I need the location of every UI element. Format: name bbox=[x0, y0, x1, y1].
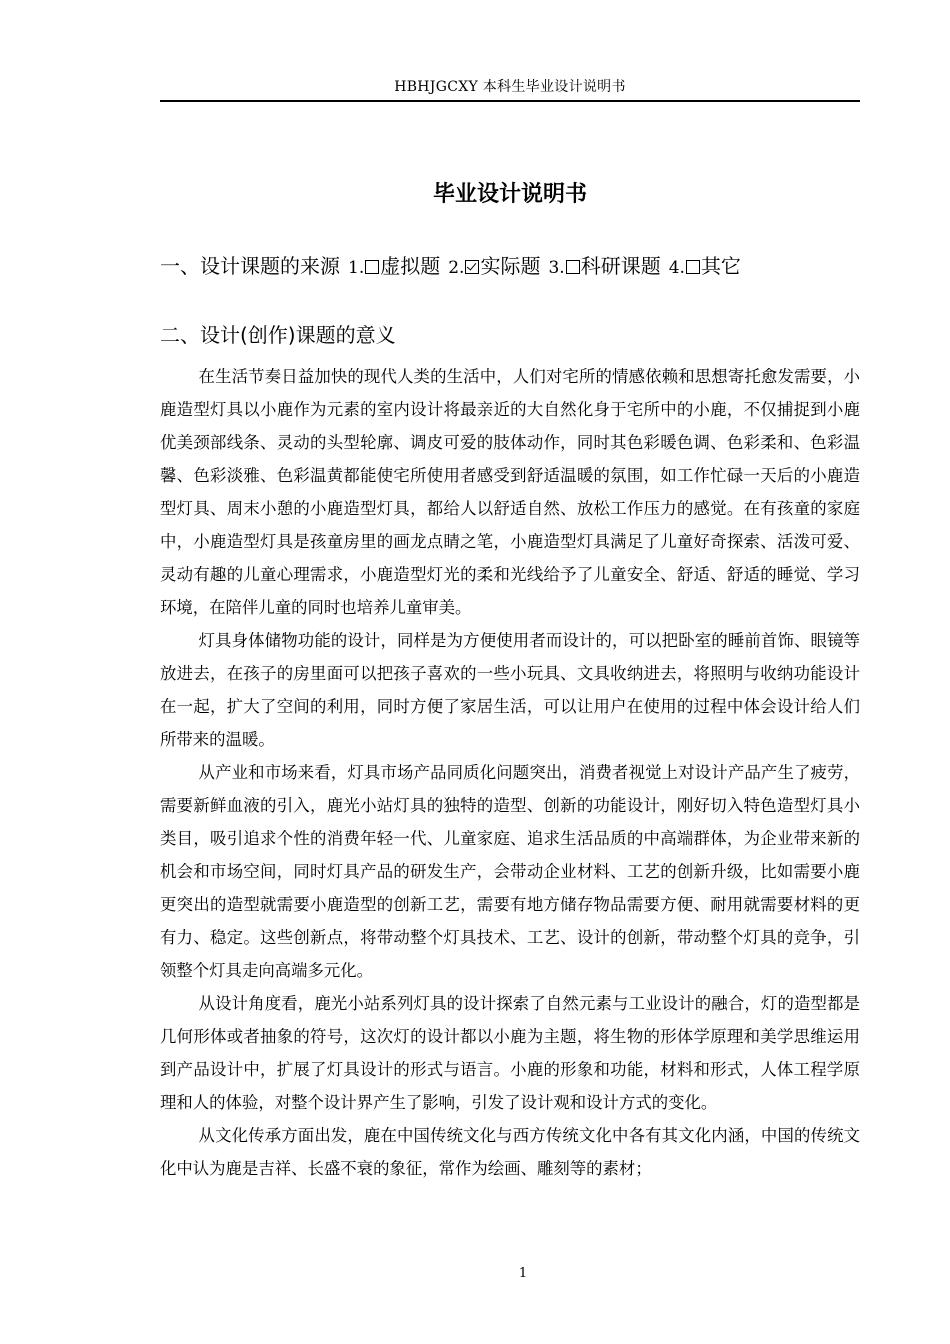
option-number: 2. bbox=[448, 258, 465, 278]
section-two-body bbox=[160, 360, 860, 1185]
option-actual bbox=[448, 254, 540, 278]
option-number: 4. bbox=[668, 258, 685, 278]
document-title: 毕业设计说明书 bbox=[432, 182, 587, 207]
section-one-source bbox=[160, 252, 880, 282]
option-number: 3. bbox=[548, 258, 565, 278]
header-rule bbox=[160, 100, 860, 102]
option-label: 实际题 bbox=[480, 254, 541, 278]
checkbox-actual-checked[interactable] bbox=[465, 260, 479, 274]
paragraph: 从文化传承方面出发，鹿在中国传统文化与西方传统文化中各有其文化内涵，中国的传统文化中认为鹿是吉祥、长盛不衰的象征，常作为绘画、雕刻等的素材； bbox=[160, 1126, 860, 1178]
section-one-heading: 一、设计课题的来源 bbox=[160, 254, 340, 278]
paragraph: 从设计角度看，鹿光小站系列灯具的设计探索了自然元素与工业设计的融合，灯的造型都是几何形体或者抽象的符号，这次灯的设计都以小鹿为主题，将生物的形体学原理和美学思维运用到产品设计中，扩展了灯具设计的形式与语言。小鹿的形象和功能，材料和形式，人体工程学原理和人的体验，对整个设计界产生了影响，引发了设计观和设计方式的变化。 bbox=[160, 994, 860, 1112]
checkbox-other[interactable] bbox=[686, 260, 700, 274]
option-label: 科研课题 bbox=[580, 254, 661, 278]
page-header: HBHJGCXY 本科生毕业设计说明书 bbox=[394, 79, 626, 95]
option-label: 其它 bbox=[700, 254, 741, 278]
option-label: 虚拟题 bbox=[380, 254, 441, 278]
paragraph: 灯具身体储物功能的设计，同样是为方便使用者而设计的，可以把卧室的睡前首饰、眼镜等放进去，在孩子的房里面可以把孩子喜欢的一些小玩具、文具收纳进去，将照明与收纳功能设计在一起，扩大了空间的利用，同时方便了家居生活，可以让用户在使用的过程中体会设计给人们所带来的温暖。 bbox=[160, 631, 860, 749]
paragraph: 从产业和市场来看，灯具市场产品同质化问题突出，消费者视觉上对设计产品产生了疲劳，需要新鲜血液的引入，鹿光小站灯具的独特的造型、创新的功能设计，刚好切入特色造型灯具小类目，吸引追求个性的消费年轻一代、儿童家庭、追求生活品质的中高端群体，为企业带来新的机会和市场空间，同时灯具产品的研发生产，会带动企业材料、工艺的创新升级，比如需要小鹿更突出的造型就需要小鹿造型的创新工艺，需要有地方储存物品需要方便、耐用就需要材料的更有力、稳定。这些创新点，将带动整个灯具技术、工艺、设计的创新，带动整个灯具的竞争，引领整个灯具走向高端多元化。 bbox=[160, 763, 860, 980]
page-number: 1 bbox=[518, 1266, 528, 1281]
option-research bbox=[548, 254, 660, 278]
checkbox-virtual[interactable] bbox=[365, 260, 379, 274]
option-other bbox=[669, 254, 741, 278]
option-virtual bbox=[348, 254, 440, 278]
option-number: 1. bbox=[348, 258, 365, 278]
checkbox-research[interactable] bbox=[566, 260, 580, 274]
section-two-heading: 二、设计(创作)课题的意义 bbox=[160, 323, 396, 347]
paragraph: 在生活节奏日益加快的现代人类的生活中，人们对宅所的情感依赖和思想寄托愈发需要，小鹿造型灯具以小鹿作为元素的室内设计将最亲近的大自然化身于宅所中的小鹿，不仅捕捉到小鹿优美颈部线条、灵动的头型轮廓、调皮可爱的肢体动作，同时其色彩暖色调、色彩柔和、色彩温馨、色彩淡雅、色彩温黄都能使宅所使用者感受到舒适温暖的氛围，如工作忙碌一天后的小鹿造型灯具、周末小憩的小鹿造型灯具，都给人以舒适自然、放松工作压力的感觉。在有孩童的家庭中，小鹿造型灯具是孩童房里的画龙点睛之笔，小鹿造型灯具满足了儿童好奇探索、活泼可爱、灵动有趣的儿童心理需求，小鹿造型灯光的柔和光线给予了儿童安全、舒适、舒适的睡觉、学习环境，在陪伴儿童的同时也培养儿童审美。 bbox=[160, 367, 860, 617]
